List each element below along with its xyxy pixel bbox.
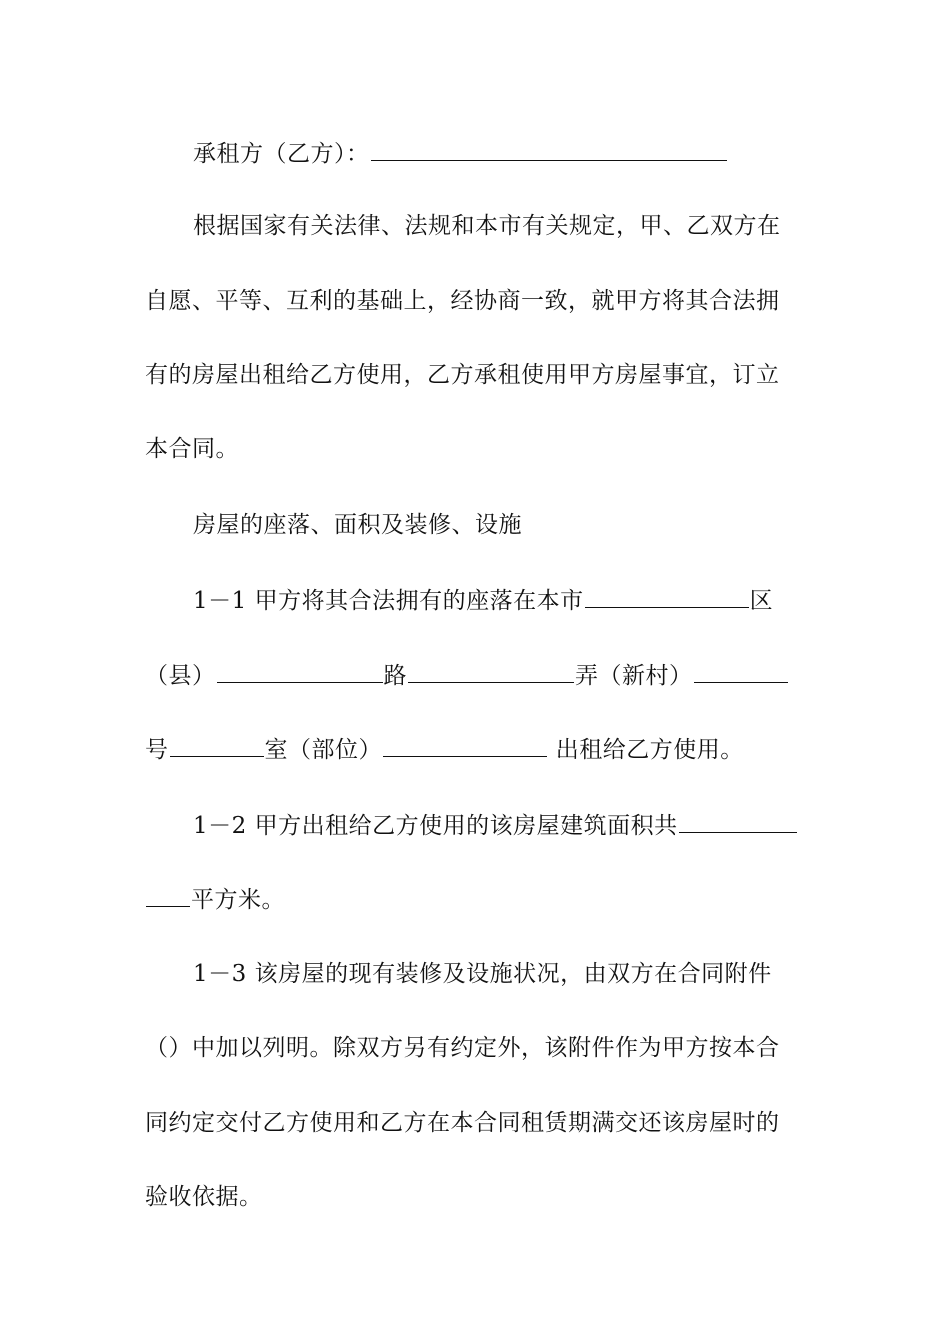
- section-title: 房屋的座落、面积及装修、设施: [193, 512, 522, 538]
- intro-line-3: 有的房屋出租给乙方使用，乙方承租使用甲方房屋事宜，订立: [145, 362, 780, 388]
- tenant-name-blank[interactable]: [371, 138, 727, 161]
- clause-1-1-line-2: [145, 660, 815, 690]
- number-label: 号: [145, 737, 169, 763]
- clause-1-2-line-1: [193, 810, 863, 840]
- clause-1-3-line-4: 验收依据。: [145, 1184, 263, 1210]
- area-blank-part-1[interactable]: [679, 810, 797, 833]
- clause-1-2-line-2: [145, 884, 815, 914]
- tenant-label: 承租方（乙方）：: [193, 141, 370, 167]
- clause-1-3-line-2: （）中加以列明。除双方另有约定外，该附件作为甲方按本合: [145, 1035, 780, 1061]
- intro-line-1: 根据国家有关法律、法规和本市有关规定，甲、乙双方在: [193, 213, 781, 239]
- clause-1-1-line-1: [193, 585, 863, 615]
- area-blank-part-2[interactable]: [146, 884, 190, 907]
- area-unit: 平方米。: [191, 887, 285, 913]
- clause-1-2-text: 1－2 甲方出租给乙方使用的该房屋建筑面积共: [193, 813, 678, 839]
- clause-1-1-tail: 出租给乙方使用。: [548, 737, 744, 763]
- road-label: 路: [383, 663, 407, 689]
- clause-1-1-text: 1－1 甲方将其合法拥有的座落在本市: [193, 588, 584, 614]
- room-blank[interactable]: [383, 734, 547, 757]
- road-blank[interactable]: [408, 660, 574, 683]
- lane-blank[interactable]: [694, 660, 788, 683]
- clause-1-3-line-3: 同约定交付乙方使用和乙方在本合同租赁期满交还该房屋时的: [145, 1110, 780, 1136]
- county-label: （县）: [145, 663, 216, 689]
- district-label: 区: [749, 588, 774, 614]
- intro-line-2: 自愿、平等、互利的基础上，经协商一致，就甲方将其合法拥: [145, 288, 780, 314]
- county-blank[interactable]: [217, 660, 383, 683]
- lane-label: 弄（新村）: [575, 663, 693, 689]
- clause-1-1-line-3: [145, 734, 815, 764]
- room-label: 室（部位）: [264, 737, 382, 763]
- tenant-line: [193, 138, 863, 168]
- district-blank[interactable]: [585, 585, 749, 608]
- intro-line-4: 本合同。: [145, 436, 239, 462]
- number-blank[interactable]: [170, 734, 264, 757]
- clause-1-3-line-1: 1－3 该房屋的现有装修及设施状况，由双方在合同附件: [193, 961, 772, 987]
